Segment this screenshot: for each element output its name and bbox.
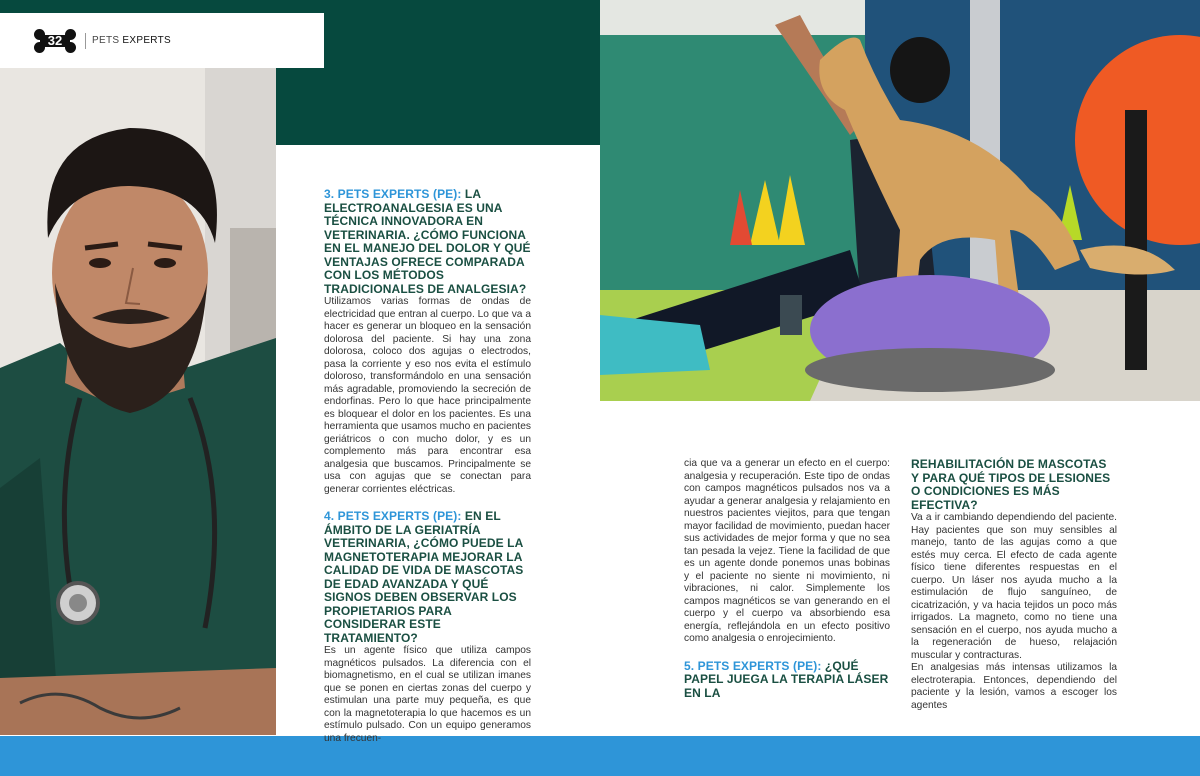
question-5-label: 5. PETS EXPERTS (PE): [684, 658, 822, 673]
question-4-heading [324, 510, 531, 645]
bottom-blue-bar [0, 736, 1200, 776]
brand-second-word: EXPERTS [122, 35, 172, 46]
brand-first-word: PETS [92, 35, 120, 46]
question-4-text: EN EL ÁMBITO DE LA GERIATRÍA VETERINARIA, ¿CÓMO PUEDE LA MAGNETOTERAPIA MEJORAR LA CALIDAD DE VIDA DE MASCOTAS DE EDAD AVANZADA Y QUÉ SIGNOS DEBEN OBSERVAR LOS PROPIETARIOS PARA CONSIDERAR ESTE TRATAMIENTO? [324, 509, 524, 645]
answer-5-paragraph-1: Va a ir cambiando dependiendo del paciente. Hay pacientes que son muy sensibles al manejo, tanto de las agujas como a que estés muy cerca. El efecto de cada agente físico tiene diferentes respuestas en el cuerpo. Un láser nos ayuda mucho a la estimulación de flujo sanguíneo, de cicatrización, y va hacia tejidos un poco más irrigados. La magneto, como no tiene una sensación en el cuerpo, nos ayuda mucho a la regeneración de hueso, relajación muscular y contracturas. [911, 512, 1117, 661]
photo-dog-therapy [600, 0, 1200, 401]
article-column-1 [324, 188, 531, 745]
photo-veterinarian [0, 68, 276, 735]
dog-therapy-illustration [600, 0, 1200, 401]
question-4-label: 4. PETS EXPERTS (PE): [324, 509, 462, 523]
bone-page-badge [34, 29, 76, 53]
answer-3-text: Utilizamos varias formas de ondas de electricidad que entran al cuerpo. Lo que va a hacer es generar un bloqueo en la sensación dolorosa del paciente. Si hay una zona dolorosa, coloco dos agujas o electrodos, pasa la corriente y eso nos evita el estímulo doloroso, transformándolo en una sensación más agradable, promoviendo la secreción de endorfinas. Pero lo que hace principalmente es bloquear el dolor en los pacientes. Es una herramienta que usamos mucho en pacientes geriátricos o con mucho dolor, y es un complemento más para encontrar esa analgesia que buscamos. Principalmente se usa con agujas que se conectan para generar corrientes eléctricas. [324, 296, 531, 495]
question-5-heading-continued: REHABILITACIÓN DE MASCOTAS Y PARA QUÉ TIPOS DE LESIONES O CONDICIONES ES MÁS EFECTIVA? [911, 457, 1111, 512]
answer-5-paragraph-2: En analgesias más intensas utilizamos la electroterapia. Entonces, dependiendo del paciente y la lesión, vamos a escoger los agentes [911, 662, 1117, 711]
answer-4-continued: cia que va a generar un efecto en el cuerpo: analgesia y recuperación. Este tipo de ondas con campos magnéticos pulsados nos va a ayudar a generar analgesia y relajamiento en nuestros pacientes viejitos, para que tengan mayor facilidad de movimiento, puedan hacer sus actividades de mejor forma y que no sea tan pesada la vejez. Tiene la facilidad de que es un agente donde ponemos unas bobinas y el paciente no siente ni movimiento, ni vibraciones, ni calor. Simplemente los campos magnéticos se van generando en el cuerpo y el cuerpo va absorbiendo esa energía, reflejándola en un efecto positivo como analgesia o enrojecimiento. [684, 458, 890, 644]
veterinarian-illustration [0, 68, 276, 735]
question-5-text: ¿QUÉ PAPEL JUEGA LA TERAPIA LÁSER EN LA [684, 658, 889, 700]
page-number: 32 [47, 33, 63, 48]
article-column-2 [684, 458, 890, 700]
magazine-brand [92, 35, 171, 46]
question-5-heading [684, 660, 890, 701]
answer-4-text: Es un agente físico que utiliza campos magnéticos pulsados. La diferencia con el biomagnetismo, en el cual se utilizan imanes que se ponen en ciertas zonas del cuerpo y estimulan una parte muy pequeña, es que con la magnetoterapia lo que hacemos es un estímulo pulsado. Con un equipo generamos una frecuen- [324, 645, 531, 744]
question-3-label: 3. PETS EXPERTS (PE): [324, 187, 462, 201]
question-3-heading [324, 188, 531, 296]
article-column-3 [911, 458, 1117, 712]
question-3-text: LA ELECTROANALGESIA ES UNA TÉCNICA INNOVADORA EN VETERINARIA. ¿CÓMO FUNCIONA EN EL MANEJO DEL DOLOR Y QUÉ VENTAJAS OFRECE COMPARADA CON LOS MÉTODOS TRADICIONALES DE ANALGESIA? [324, 187, 531, 296]
header-divider [85, 33, 86, 49]
